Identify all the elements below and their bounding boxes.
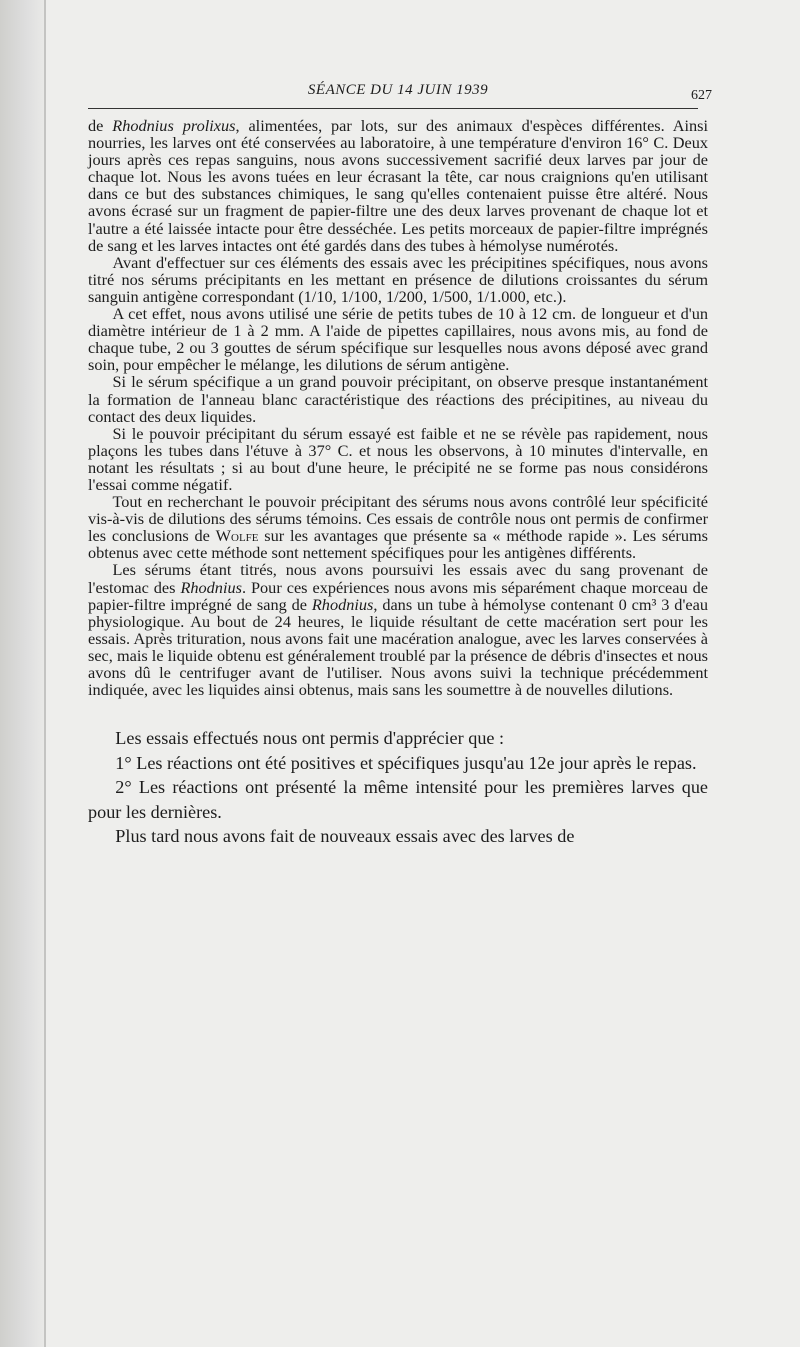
italic-term: Rhodnius prolixus [112, 116, 236, 135]
text-run: Tout en recherchant le pouvoir précipitant des sérums nous avons contrôlé leur spécificité vis-à-vis de dilutions des sérums témoins. Ces essais de contrôle nous ont permis de confirmer les conclusions de [88, 492, 708, 546]
small-print-section [88, 117, 708, 698]
text-run: A cet effet, nous avons utilisé une série de petits tubes de 10 à 12 cm. de longueur et d'un diamètre intérieur de 1 à 2 mm. A l'aide de pipettes capillaires, nous avons mis, au fond de chaque tube, 2 ou 3 gouttes de sérum spécifique sur lesquelles nous avons déposé avec grand soin, pour empêcher le mélange, les dilutions de sérum antigène. [88, 304, 708, 375]
text-run: Avant d'effectuer sur ces éléments des essais avec les précipitines spécifiques, nous avons titré nos sérums précipitants en les mettant en présence de dilutions croissantes du sérum sanguin antigène correspondant (1/10, 1/100, 1/200, 1/500, 1/1.000, etc.). [88, 252, 708, 306]
page-fold-line [44, 0, 46, 1347]
paragraph [88, 254, 708, 305]
text-run: sur les avantages que présente sa « méthode rapide ». Les sérums obtenus avec cette méthode sont nettement spécifiques pour les antigènes différents. [88, 526, 708, 563]
paragraph [88, 373, 708, 424]
text-run: , dans un tube à hémolyse contenant 0 cm³ 3 d'eau physiologique. Au bout de 24 heures, le liquide résultant de cette macération sert pour les essais. Après trituration, nous avons fait une macération analogue, avec les larves conservées à sec, mais le liquide obtenu est généralement troublé par la présence de débris d'insectes et nous avons dû le centrifuger avant de l'utiliser. Nous avons suivi la technique précédemment indiquée, avec les liquides ainsi obtenus, mais sans les soumettre à de nouvelles dilutions. [88, 594, 708, 700]
page-number: 627 [691, 88, 712, 103]
paragraph [88, 305, 708, 373]
page-gutter-shadow [0, 0, 44, 1347]
text-run: , alimentées, par lots, sur des animaux d'espèces différentes. Ainsi nourries, les larves ont été conservées au laboratoire, à une température d'environ 16° C. Deux jours après ces repas sanguins, nous avons successivement sacrifié deux larves par jour de chaque lot. Nous les avons tuées en leur écrasant la tête, car nous craignions qu'en utilisant dans ce but des substances chimiques, le sang qu'elles contenaient puisse être altéré. Nous avons écrasé sur un fragment de papier-filtre une des deux larves provenant de chaque lot et l'autre a été laissée intacte pour être desséchée. Les petits morceaux de papier-filtre imprégnés de sang et les larves intactes ont été gardés dans des tubes à hémolyse numérotés. [88, 116, 709, 255]
result-item-2: 2° Les réactions ont présenté la même intensité pour les premières larves que pour les dernières. [88, 777, 708, 822]
results-intro: Les essais effectués nous ont permis d'apprécier que : [115, 728, 505, 749]
text-run: Si le pouvoir précipitant du sérum essayé est faible et ne se révèle pas rapidement, nous plaçons les tubes dans l'étuve à 37° C. et nous les observons, à 10 minutes d'intervalle, en notant les résultats ; si au bout d'une heure, le précipité ne se forme pas nous considérons l'essai comme négatif. [88, 423, 708, 494]
header-rule [88, 108, 698, 109]
italic-term: Rhodnius [180, 577, 242, 597]
results-section [88, 726, 708, 849]
paragraph [88, 561, 708, 698]
paragraph [88, 493, 708, 561]
text-run: Si le sérum spécifique a un grand pouvoir précipitant, on observe presque instantanément la formation de l'anneau blanc caractéristique des réactions des précipitines, au niveau du contact des deux liquides. [88, 372, 708, 426]
running-title: SÉANCE DU 14 JUIN 1939 [307, 82, 489, 98]
paragraph [88, 425, 708, 493]
journal-page [88, 78, 712, 849]
author-name: Wolfe [215, 526, 259, 546]
result-item-1: 1° Les réactions ont été positives et spécifiques jusqu'au 12e jour après le repas. [115, 752, 697, 773]
closing-paragraph: Plus tard nous avons fait de nouveaux essais avec des larves de [115, 826, 575, 847]
paragraph [88, 117, 708, 254]
italic-term: Rhodnius [311, 594, 374, 614]
text-run: . Pour ces expériences nous avons mis séparément chaque morceau de papier-filtre imprégné de sang de [88, 577, 708, 614]
text-run: de [88, 116, 113, 135]
running-header [88, 78, 712, 108]
text-run: Les sérums étant titrés, nous avons poursuivi les essais avec du sang provenant de l'estomac des [88, 560, 708, 597]
